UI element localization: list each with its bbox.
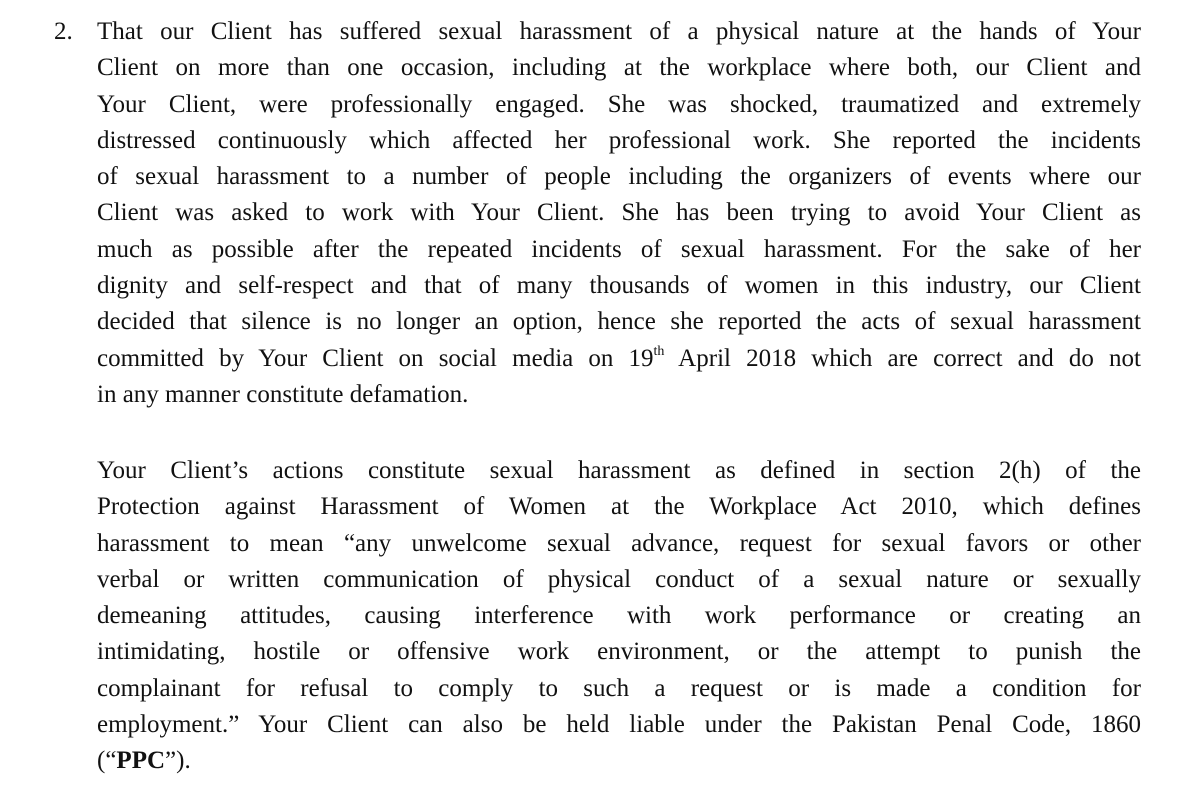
paragraph-line: Your Client’s actions constitute sexual harassment as defined in section 2(h) of the (97, 457, 1141, 484)
paragraph-line: of sexual harassment to a number of people including the organizers of events where our (97, 163, 1141, 191)
item-number: 2. (54, 18, 73, 45)
paragraph-line: complainant for refusal to comply to such a request or is made a condition for (97, 674, 1141, 702)
paragraph-line: Protection against Harassment of Women at the Workplace Act 2010, which defines (97, 493, 1141, 521)
paragraph-line (97, 743, 1141, 779)
ppc-abbreviation: PPC (116, 747, 166, 775)
paragraph-legal-definition (97, 453, 1141, 780)
paragraph-line: dignity and self-respect and that of many thousands of women in this industry, our Client (97, 272, 1141, 300)
date-text: committed by Your Client on social media on 19 (97, 344, 654, 372)
paragraph-line: decided that silence is no longer an option, hence she reported the acts of sexual harassment (97, 308, 1141, 336)
paragraph-line: in any manner constitute defamation. (97, 380, 469, 408)
paragraph-allegations (97, 14, 1141, 413)
paragraph-line: verbal or written communication of physical conduct of a sexual nature or sexually (97, 565, 1141, 593)
paragraph-line (97, 341, 1141, 377)
quote-close: ”). (165, 747, 191, 775)
paragraph-line: much as possible after the repeated incidents of sexual harassment. For the sake of her (97, 235, 1141, 263)
paragraph-line: demeaning attitudes, causing interference with work performance or creating an (97, 602, 1141, 630)
paragraph-line: Client on more than one occasion, including at the workplace where both, our Client and (97, 54, 1141, 82)
paragraph-line: Client was asked to work with Your Client. She has been trying to avoid Your Client as (97, 199, 1141, 227)
paragraph-line: distressed continuously which affected her professional work. She reported the incidents (97, 126, 1141, 154)
ordinal-suffix: th (653, 343, 665, 359)
paragraph-line: harassment to mean “any unwelcome sexual advance, request for sexual favors or other (97, 529, 1141, 557)
paragraph-line: employment.” Your Client can also be held liable under the Pakistan Penal Code, 1860 (97, 711, 1141, 739)
date-text-continued: April 2018 which are correct and do not (664, 344, 1141, 372)
paragraph-line: Your Client, were professionally engaged. She was shocked, traumatized and extremely (97, 90, 1141, 118)
paragraph-line: intimidating, hostile or offensive work environment, or the attempt to punish the (97, 638, 1141, 666)
quote-open: (“ (97, 747, 117, 775)
paragraph-line: That our Client has suffered sexual harassment of a physical nature at the hands of Your (97, 18, 1141, 45)
